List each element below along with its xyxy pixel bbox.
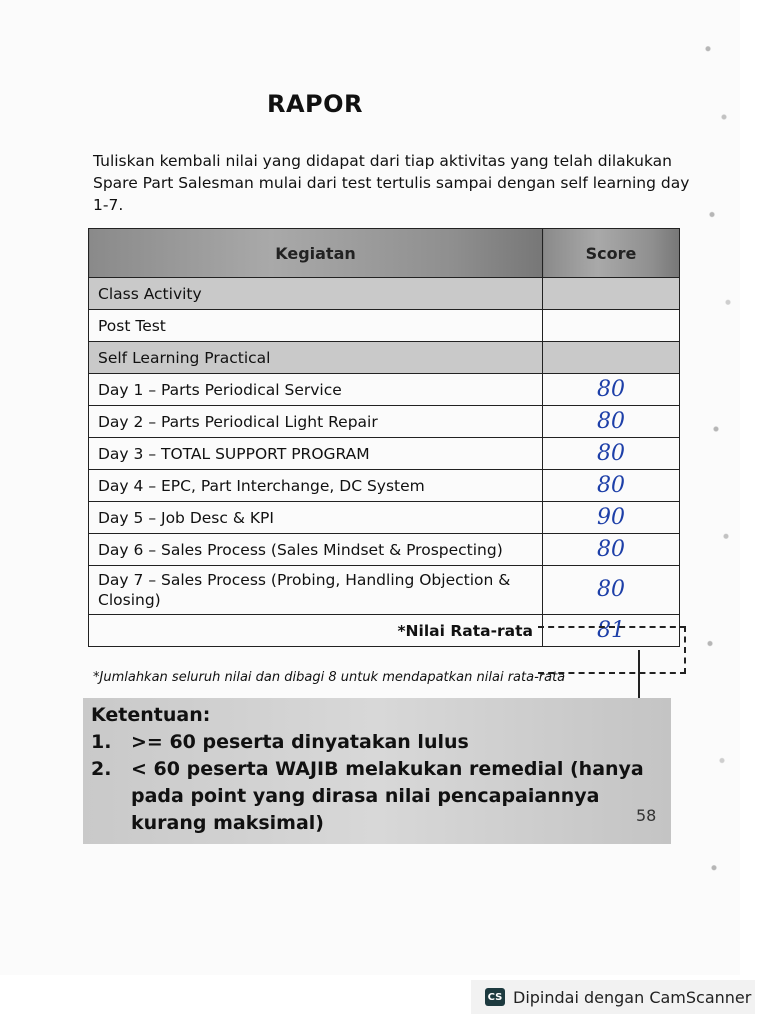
- activity-label: Day 2 – Parts Periodical Light Repair: [89, 406, 543, 438]
- cs-logo-icon: CS: [485, 988, 505, 1006]
- page-number: 58: [636, 806, 657, 825]
- table-row: [89, 502, 680, 534]
- activity-label: Post Test: [89, 310, 543, 342]
- ketentuan-item-number: 1.: [91, 731, 112, 753]
- average-label: *Nilai Rata-rata: [89, 615, 543, 647]
- score-value: [543, 278, 680, 310]
- activity-label: Day 4 – EPC, Part Interchange, DC System: [89, 470, 543, 502]
- table-row: [89, 374, 680, 406]
- page-title: RAPOR: [266, 90, 364, 118]
- activity-label: Day 7 – Sales Process (Probing, Handling Objection & Closing): [89, 566, 543, 615]
- score-value: 80: [543, 406, 680, 438]
- table-row: [89, 470, 680, 502]
- table-row: [89, 438, 680, 470]
- ketentuan-item-text: < 60 peserta WAJIB melakukan remedial (hanya pada point yang dirasa nilai pencapaiannya kurang maksimal): [131, 758, 644, 834]
- ketentuan-item-text: >= 60 peserta dinyatakan lulus: [131, 731, 469, 753]
- activity-label: Class Activity: [89, 278, 543, 310]
- header-activity: Kegiatan: [89, 229, 543, 278]
- ketentuan-item-number: 2.: [91, 758, 112, 780]
- table-row: [89, 566, 680, 615]
- table-row: [89, 406, 680, 438]
- activity-label: Day 6 – Sales Process (Sales Mindset & Prospecting): [89, 534, 543, 566]
- camscanner-watermark: [471, 980, 755, 1014]
- footnote: *Jumlahkan seluruh nilai dan dibagi 8 untuk mendapatkan nilai rata-rata: [93, 670, 566, 685]
- score-value: [543, 310, 680, 342]
- ketentuan-box: [83, 698, 671, 844]
- activity-label: Day 3 – TOTAL SUPPORT PROGRAM: [89, 438, 543, 470]
- score-value: 90: [543, 502, 680, 534]
- ketentuan-title: Ketentuan:: [91, 704, 211, 726]
- table-row: [89, 278, 680, 310]
- score-value: 80: [543, 566, 680, 615]
- score-value: 80: [543, 438, 680, 470]
- watermark-text: Dipindai dengan CamScanner: [513, 987, 752, 1007]
- scan-edge-noise: [700, 0, 740, 975]
- score-table: [88, 228, 680, 647]
- score-value: 80: [543, 534, 680, 566]
- table-row: [89, 342, 680, 374]
- intro-text: Tuliskan kembali nilai yang didapat dari tiap aktivitas yang telah dilakukan Spare Part Salesman mulai dari test tertulis sampai dengan self learning day 1-7.: [93, 152, 690, 214]
- table-header-row: [89, 229, 680, 278]
- average-highlight-box: [538, 626, 686, 674]
- activity-label: Day 1 – Parts Periodical Service: [89, 374, 543, 406]
- average-score: 81: [543, 615, 680, 647]
- table-row: [89, 310, 680, 342]
- activity-label: Self Learning Practical: [89, 342, 543, 374]
- score-value: 80: [543, 470, 680, 502]
- score-value: [543, 342, 680, 374]
- table-row: [89, 534, 680, 566]
- header-score: Score: [543, 229, 680, 278]
- score-value: 80: [543, 374, 680, 406]
- activity-label: Day 5 – Job Desc & KPI: [89, 502, 543, 534]
